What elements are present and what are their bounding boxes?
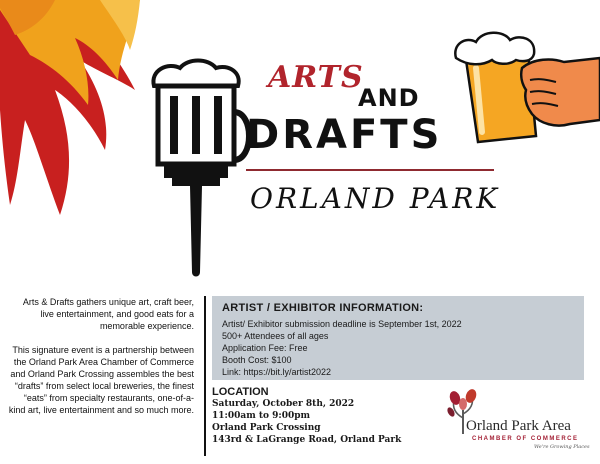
paint-stroke-icon — [0, 0, 140, 260]
location-date: Saturday, October 8th, 2022 — [212, 399, 355, 409]
title-word-and: AND — [358, 84, 420, 112]
beer-mug-paintbrush-icon — [146, 58, 250, 280]
chamber-logo-tagline: We're Growing Places — [534, 444, 590, 450]
location-time: 11:00am to 9:00pm — [212, 411, 311, 421]
column-divider — [204, 296, 206, 456]
location-block — [212, 386, 432, 446]
info-line: 500+ Attendees of all ages — [222, 331, 329, 341]
artist-link[interactable]: Link: https://bit.ly/artist2022 — [222, 367, 332, 377]
about-paragraph-2: This signature event is a partnership between the Orland Park Area Chamber of Commerce and Orland Park Crossing assembles the best “drafts” from select local breweries, the finest “eats” from specialty restaurants, one-of-a-kind art, live entertainment and so much more. — [8, 345, 194, 415]
location-address: 143rd & LaGrange Road, Orland Park — [212, 435, 402, 445]
title-word-arts: ARTS — [268, 60, 364, 95]
info-line: Application Fee: Free — [222, 343, 308, 353]
about-paragraph-1: Arts & Drafts gathers unique art, craft beer, live entertainment, and good eats for a memorable experience. — [22, 297, 194, 331]
chamber-logo-subtitle: CHAMBER OF COMMERCE — [472, 436, 579, 442]
location-heading: LOCATION — [212, 386, 269, 398]
about-text — [8, 296, 194, 428]
title-word-drafts: DRAFTS — [246, 112, 443, 158]
title-divider — [246, 169, 494, 171]
info-heading: ARTIST / EXHIBITOR INFORMATION: — [222, 302, 424, 314]
chamber-logo-name: Orland Park Area — [466, 418, 571, 434]
location-venue: Orland Park Crossing — [212, 423, 321, 433]
exhibitor-info-box — [212, 296, 584, 380]
title-subtitle: ORLAND PARK — [250, 182, 501, 215]
hand-holding-beer-icon — [452, 28, 600, 150]
info-line: Artist/ Exhibitor submission deadline is September 1st, 2022 — [222, 319, 462, 329]
info-line: Booth Cost: $100 — [222, 355, 292, 365]
